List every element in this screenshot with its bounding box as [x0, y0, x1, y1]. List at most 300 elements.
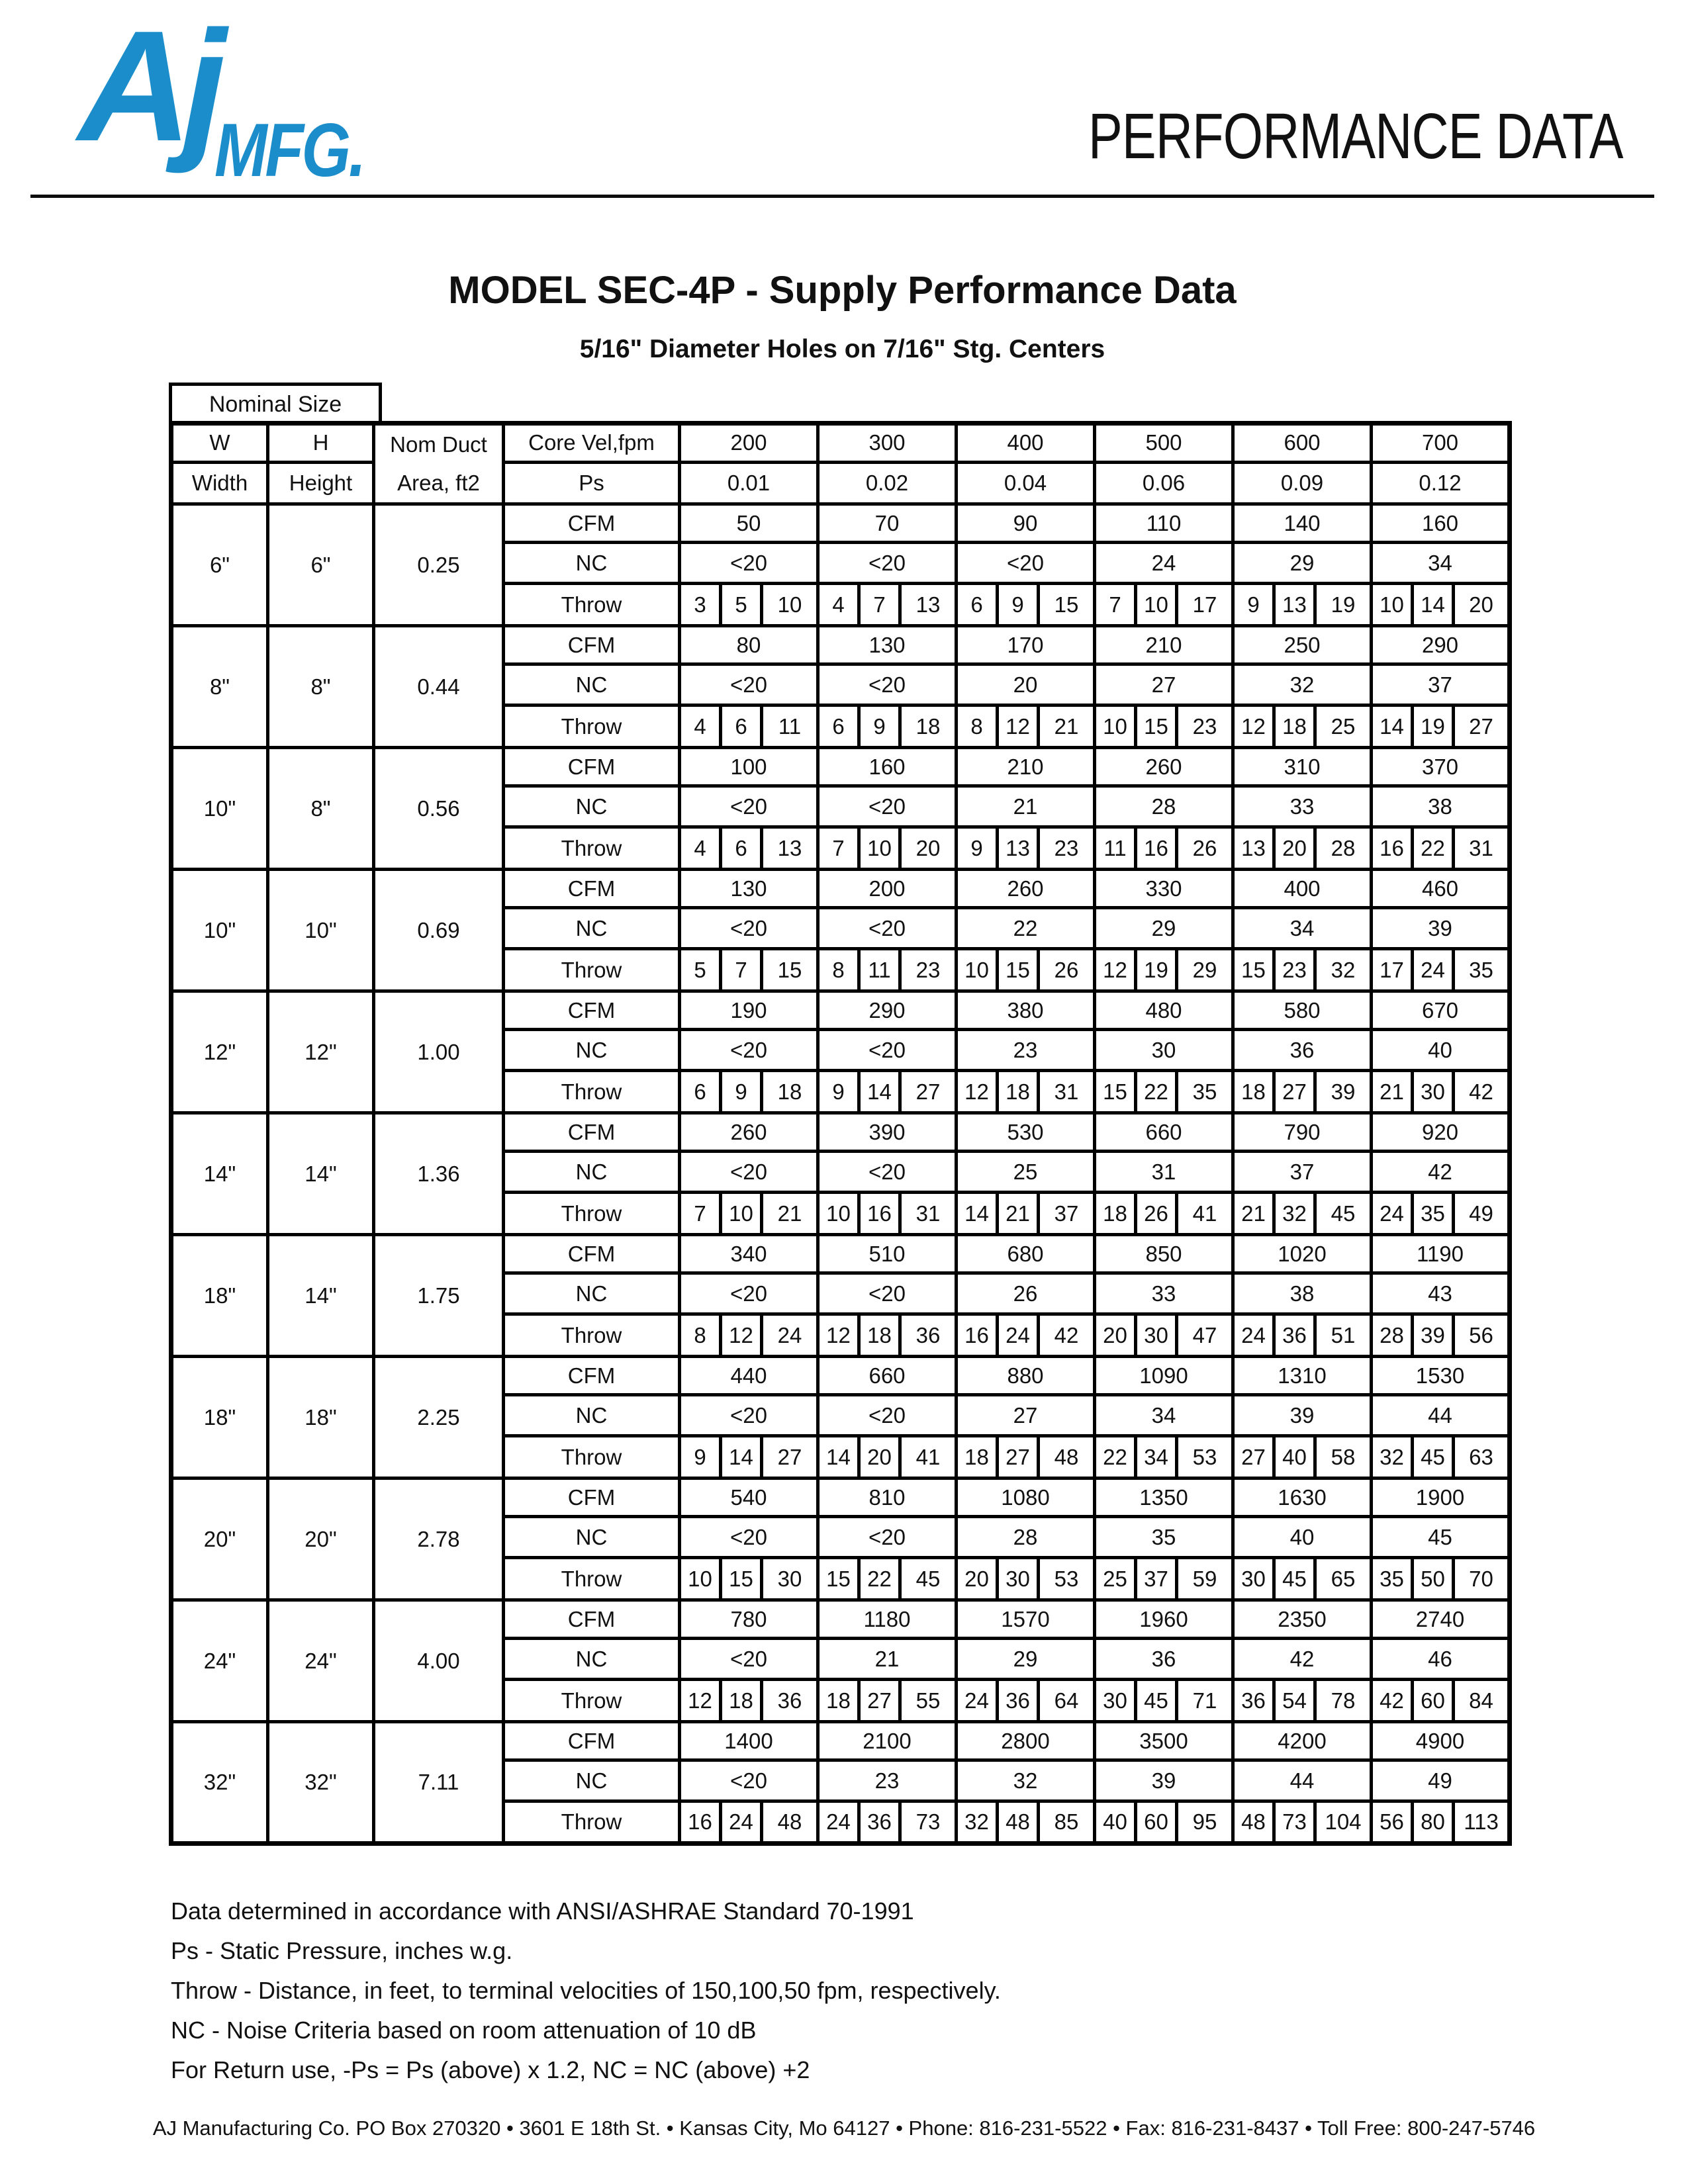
throw-value-cell: 37: [1039, 1193, 1095, 1235]
cfm-row-label: CFM: [504, 1722, 680, 1760]
nc-value-cell: <20: [680, 1517, 818, 1558]
nc-value-cell: <20: [680, 543, 818, 584]
throw-value-cell: 64: [1039, 1680, 1095, 1722]
throw-row-label: Throw: [504, 949, 680, 991]
col-header-width: Width: [171, 462, 268, 504]
cfm-value-cell: 440: [680, 1357, 818, 1395]
footnote-line: Throw - Distance, in feet, to terminal velocities of 150,100,50 fpm, respectively.: [171, 1977, 1001, 2004]
nc-value-cell: 43: [1372, 1273, 1510, 1314]
throw-value-cell: 21: [762, 1193, 818, 1235]
throw-value-cell: 12: [998, 705, 1039, 748]
nc-value-cell: 24: [1095, 543, 1233, 584]
throw-value-cell: 6: [818, 705, 859, 748]
nc-value-cell: 33: [1233, 786, 1372, 827]
throw-row-label: Throw: [504, 1436, 680, 1479]
throw-value-cell: 18: [1274, 705, 1315, 748]
throw-value-cell: 19: [1413, 705, 1454, 748]
throw-value-cell: 14: [957, 1193, 998, 1235]
throw-value-cell: 13: [998, 827, 1039, 870]
throw-value-cell: 24: [762, 1314, 818, 1357]
nc-value-cell: 46: [1372, 1639, 1510, 1680]
throw-value-cell: 31: [900, 1193, 957, 1235]
duct-area-cell: 7.11: [374, 1722, 504, 1844]
nc-value-cell: <20: [680, 1639, 818, 1680]
size-w-cell: 20": [171, 1479, 268, 1600]
nc-value-cell: 28: [957, 1517, 1095, 1558]
cfm-value-cell: 580: [1233, 991, 1372, 1030]
throw-value-cell: 80: [1413, 1801, 1454, 1844]
nc-value-cell: 22: [957, 908, 1095, 949]
throw-value-cell: 48: [1039, 1436, 1095, 1479]
size-h-cell: 14": [268, 1235, 374, 1357]
size-group-cfm-row: [171, 1357, 1510, 1395]
throw-value-cell: 9: [957, 827, 998, 870]
ps-value-header: 0.04: [957, 462, 1095, 504]
throw-value-cell: 30: [1413, 1071, 1454, 1113]
throw-value-cell: 20: [900, 827, 957, 870]
cfm-value-cell: 1530: [1372, 1357, 1510, 1395]
throw-value-cell: 10: [721, 1193, 762, 1235]
nc-row-label: NC: [504, 1030, 680, 1071]
nc-value-cell: 45: [1372, 1517, 1510, 1558]
throw-value-cell: 10: [1095, 705, 1136, 748]
nc-value-cell: <20: [818, 664, 957, 705]
throw-value-cell: 17: [1177, 584, 1233, 626]
nc-value-cell: 28: [1095, 786, 1233, 827]
velocity-header: 600: [1233, 424, 1372, 463]
velocity-header: 300: [818, 424, 957, 463]
size-w-cell: 6": [171, 504, 268, 626]
cfm-row-label: CFM: [504, 1600, 680, 1639]
throw-value-cell: 85: [1039, 1801, 1095, 1844]
duct-area-cell: 1.36: [374, 1113, 504, 1235]
footnote-line: Data determined in accordance with ANSI/ASHRAE Standard 70-1991: [171, 1897, 914, 1925]
throw-value-cell: 18: [957, 1436, 998, 1479]
size-group-cfm-row: [171, 504, 1510, 543]
throw-value-cell: 15: [818, 1558, 859, 1600]
throw-value-cell: 31: [1039, 1071, 1095, 1113]
throw-value-cell: 18: [998, 1071, 1039, 1113]
size-group-cfm-row: [171, 626, 1510, 664]
cfm-value-cell: 1310: [1233, 1357, 1372, 1395]
throw-value-cell: 25: [1095, 1558, 1136, 1600]
duct-area-cell: 0.25: [374, 504, 504, 626]
size-w-cell: 14": [171, 1113, 268, 1235]
throw-value-cell: 59: [1177, 1558, 1233, 1600]
throw-row-label: Throw: [504, 1071, 680, 1113]
throw-value-cell: 22: [859, 1558, 900, 1600]
cfm-value-cell: 3500: [1095, 1722, 1233, 1760]
throw-value-cell: 47: [1177, 1314, 1233, 1357]
size-h-cell: 14": [268, 1113, 374, 1235]
nc-value-cell: 38: [1372, 786, 1510, 827]
size-w-cell: 12": [171, 991, 268, 1113]
cfm-value-cell: 110: [1095, 504, 1233, 543]
throw-value-cell: 15: [998, 949, 1039, 991]
duct-area-cell: 0.44: [374, 626, 504, 748]
throw-value-cell: 8: [818, 949, 859, 991]
throw-value-cell: 60: [1413, 1680, 1454, 1722]
throw-value-cell: 8: [957, 705, 998, 748]
throw-value-cell: 21: [1039, 705, 1095, 748]
size-h-cell: 12": [268, 991, 374, 1113]
nc-row-label: NC: [504, 664, 680, 705]
throw-value-cell: 8: [680, 1314, 721, 1357]
cfm-value-cell: 790: [1233, 1113, 1372, 1152]
nc-value-cell: 25: [957, 1152, 1095, 1193]
throw-value-cell: 32: [1372, 1436, 1413, 1479]
throw-value-cell: 20: [1095, 1314, 1136, 1357]
cfm-value-cell: 50: [680, 504, 818, 543]
throw-value-cell: 26: [1177, 827, 1233, 870]
throw-value-cell: 40: [1095, 1801, 1136, 1844]
throw-value-cell: 10: [680, 1558, 721, 1600]
nc-value-cell: <20: [680, 908, 818, 949]
cfm-value-cell: 90: [957, 504, 1095, 543]
nc-value-cell: 36: [1233, 1030, 1372, 1071]
header-row-1: [171, 424, 1510, 463]
cfm-value-cell: 130: [680, 870, 818, 908]
throw-value-cell: 15: [1095, 1071, 1136, 1113]
nc-value-cell: <20: [680, 1395, 818, 1436]
throw-value-cell: 10: [1372, 584, 1413, 626]
cfm-value-cell: 330: [1095, 870, 1233, 908]
throw-value-cell: 5: [721, 584, 762, 626]
throw-value-cell: 53: [1039, 1558, 1095, 1600]
throw-value-cell: 9: [1233, 584, 1274, 626]
size-group-cfm-row: [171, 1235, 1510, 1273]
nc-value-cell: <20: [680, 664, 818, 705]
cfm-value-cell: 390: [818, 1113, 957, 1152]
duct-area-cell: 0.69: [374, 870, 504, 991]
velocity-header: 200: [680, 424, 818, 463]
throw-row-label: Throw: [504, 705, 680, 748]
throw-value-cell: 42: [1372, 1680, 1413, 1722]
aj-mfg-logo: [78, 0, 393, 247]
throw-value-cell: 73: [1274, 1801, 1315, 1844]
nc-value-cell: 21: [818, 1639, 957, 1680]
cfm-value-cell: 1960: [1095, 1600, 1233, 1639]
throw-value-cell: 42: [1454, 1071, 1510, 1113]
nc-value-cell: 42: [1372, 1152, 1510, 1193]
nc-value-cell: 33: [1095, 1273, 1233, 1314]
throw-value-cell: 56: [1372, 1801, 1413, 1844]
cfm-value-cell: 370: [1372, 748, 1510, 786]
throw-value-cell: 4: [818, 584, 859, 626]
cfm-value-cell: 880: [957, 1357, 1095, 1395]
throw-value-cell: 26: [1136, 1193, 1177, 1235]
throw-value-cell: 63: [1454, 1436, 1510, 1479]
throw-value-cell: 30: [1095, 1680, 1136, 1722]
throw-value-cell: 41: [900, 1436, 957, 1479]
throw-value-cell: 7: [721, 949, 762, 991]
throw-row-label: Throw: [504, 1314, 680, 1357]
throw-value-cell: 40: [1274, 1436, 1315, 1479]
throw-value-cell: 24: [721, 1801, 762, 1844]
size-w-cell: 32": [171, 1722, 268, 1844]
cfm-value-cell: 310: [1233, 748, 1372, 786]
cfm-value-cell: 1080: [957, 1479, 1095, 1517]
throw-value-cell: 16: [957, 1314, 998, 1357]
nc-value-cell: <20: [680, 1152, 818, 1193]
throw-value-cell: 12: [1095, 949, 1136, 991]
nc-value-cell: 36: [1095, 1639, 1233, 1680]
throw-value-cell: 10: [762, 584, 818, 626]
col-header-w: W: [171, 424, 268, 463]
cfm-value-cell: 2800: [957, 1722, 1095, 1760]
throw-value-cell: 104: [1315, 1801, 1372, 1844]
cfm-value-cell: 460: [1372, 870, 1510, 908]
nc-value-cell: 23: [957, 1030, 1095, 1071]
col-header-h: H: [268, 424, 374, 463]
cfm-value-cell: 670: [1372, 991, 1510, 1030]
col-header-nom-duct: Nom Duct: [390, 432, 487, 457]
ps-value-header: 0.09: [1233, 462, 1372, 504]
performance-table: [169, 421, 1512, 1846]
throw-value-cell: 78: [1315, 1680, 1372, 1722]
nc-row-label: NC: [504, 1273, 680, 1314]
cfm-value-cell: 290: [818, 991, 957, 1030]
nc-value-cell: <20: [818, 1517, 957, 1558]
throw-value-cell: 14: [721, 1436, 762, 1479]
cfm-value-cell: 4900: [1372, 1722, 1510, 1760]
throw-value-cell: 16: [859, 1193, 900, 1235]
throw-value-cell: 24: [1233, 1314, 1274, 1357]
throw-value-cell: 12: [1233, 705, 1274, 748]
nc-row-label: NC: [504, 543, 680, 584]
throw-value-cell: 18: [721, 1680, 762, 1722]
throw-value-cell: 48: [998, 1801, 1039, 1844]
cfm-value-cell: 140: [1233, 504, 1372, 543]
cfm-value-cell: 2740: [1372, 1600, 1510, 1639]
size-w-cell: 10": [171, 870, 268, 991]
throw-value-cell: 20: [1274, 827, 1315, 870]
throw-value-cell: 53: [1177, 1436, 1233, 1479]
throw-value-cell: 15: [1039, 584, 1095, 626]
throw-value-cell: 9: [721, 1071, 762, 1113]
throw-value-cell: 30: [998, 1558, 1039, 1600]
cfm-row-label: CFM: [504, 1113, 680, 1152]
size-h-cell: 24": [268, 1600, 374, 1722]
size-group-cfm-row: [171, 1479, 1510, 1517]
size-w-cell: 8": [171, 626, 268, 748]
nc-row-label: NC: [504, 1152, 680, 1193]
throw-value-cell: 4: [680, 705, 721, 748]
throw-value-cell: 35: [1413, 1193, 1454, 1235]
throw-value-cell: 31: [1454, 827, 1510, 870]
throw-value-cell: 36: [1233, 1680, 1274, 1722]
throw-value-cell: 32: [957, 1801, 998, 1844]
footnote-line: For Return use, -Ps = Ps (above) x 1.2, NC = NC (above) +2: [171, 2056, 810, 2083]
size-group-cfm-row: [171, 991, 1510, 1030]
throw-value-cell: 28: [1372, 1314, 1413, 1357]
logo-mfg-text: MFG.: [214, 109, 364, 193]
throw-value-cell: 12: [680, 1680, 721, 1722]
cfm-row-label: CFM: [504, 1235, 680, 1273]
col-header-ps: Ps: [504, 462, 680, 504]
throw-value-cell: 56: [1454, 1314, 1510, 1357]
throw-value-cell: 35: [1372, 1558, 1413, 1600]
nc-value-cell: 44: [1233, 1760, 1372, 1801]
throw-value-cell: 4: [680, 827, 721, 870]
nc-value-cell: <20: [680, 786, 818, 827]
throw-value-cell: 22: [1136, 1071, 1177, 1113]
throw-value-cell: 20: [1454, 584, 1510, 626]
cfm-value-cell: 850: [1095, 1235, 1233, 1273]
throw-value-cell: 18: [1095, 1193, 1136, 1235]
throw-value-cell: 13: [1233, 827, 1274, 870]
size-h-cell: 8": [268, 626, 374, 748]
throw-value-cell: 20: [957, 1558, 998, 1600]
throw-value-cell: 15: [1136, 705, 1177, 748]
throw-value-cell: 84: [1454, 1680, 1510, 1722]
size-w-cell: 18": [171, 1235, 268, 1357]
nc-value-cell: 27: [957, 1395, 1095, 1436]
throw-value-cell: 45: [1315, 1193, 1372, 1235]
nc-value-cell: 39: [1095, 1760, 1233, 1801]
cfm-row-label: CFM: [504, 870, 680, 908]
page-title: PERFORMANCE DATA: [1088, 100, 1623, 172]
cfm-value-cell: 210: [1095, 626, 1233, 664]
throw-value-cell: 45: [1136, 1680, 1177, 1722]
duct-area-cell: 1.75: [374, 1235, 504, 1357]
col-header-height: Height: [268, 462, 374, 504]
throw-value-cell: 30: [1136, 1314, 1177, 1357]
throw-value-cell: 10: [818, 1193, 859, 1235]
cfm-value-cell: 660: [818, 1357, 957, 1395]
throw-value-cell: 36: [900, 1314, 957, 1357]
cfm-value-cell: 1350: [1095, 1479, 1233, 1517]
throw-value-cell: 19: [1136, 949, 1177, 991]
throw-value-cell: 35: [1454, 949, 1510, 991]
cfm-value-cell: 1630: [1233, 1479, 1372, 1517]
throw-value-cell: 39: [1315, 1071, 1372, 1113]
throw-value-cell: 12: [957, 1071, 998, 1113]
nc-value-cell: <20: [818, 908, 957, 949]
nc-value-cell: 32: [1233, 664, 1372, 705]
throw-value-cell: 9: [998, 584, 1039, 626]
throw-value-cell: 18: [859, 1314, 900, 1357]
nc-value-cell: 42: [1233, 1639, 1372, 1680]
cfm-row-label: CFM: [504, 1357, 680, 1395]
duct-area-cell: 0.56: [374, 748, 504, 870]
nc-row-label: NC: [504, 908, 680, 949]
cfm-value-cell: 170: [957, 626, 1095, 664]
throw-value-cell: 7: [859, 584, 900, 626]
throw-value-cell: 11: [859, 949, 900, 991]
throw-value-cell: 6: [680, 1071, 721, 1113]
throw-value-cell: 58: [1315, 1436, 1372, 1479]
nc-row-label: NC: [504, 1395, 680, 1436]
throw-value-cell: 16: [680, 1801, 721, 1844]
cfm-value-cell: 380: [957, 991, 1095, 1030]
throw-value-cell: 18: [762, 1071, 818, 1113]
size-group-cfm-row: [171, 1113, 1510, 1152]
throw-value-cell: 16: [1136, 827, 1177, 870]
nominal-size-header: Nominal Size: [169, 383, 382, 424]
nc-value-cell: 20: [957, 664, 1095, 705]
throw-value-cell: 30: [762, 1558, 818, 1600]
ps-value-header: 0.02: [818, 462, 957, 504]
throw-value-cell: 18: [818, 1680, 859, 1722]
footnote-line: NC - Noise Criteria based on room attenuation of 10 dB: [171, 2017, 757, 2044]
throw-value-cell: 42: [1039, 1314, 1095, 1357]
throw-value-cell: 15: [721, 1558, 762, 1600]
throw-value-cell: 7: [818, 827, 859, 870]
duct-area-cell: 2.78: [374, 1479, 504, 1600]
throw-value-cell: 14: [1413, 584, 1454, 626]
throw-value-cell: 12: [818, 1314, 859, 1357]
cfm-row-label: CFM: [504, 504, 680, 543]
cfm-value-cell: 1900: [1372, 1479, 1510, 1517]
throw-value-cell: 21: [1233, 1193, 1274, 1235]
throw-value-cell: 24: [818, 1801, 859, 1844]
throw-value-cell: 13: [762, 827, 818, 870]
throw-value-cell: 21: [998, 1193, 1039, 1235]
header-row-2: [171, 462, 1510, 504]
nc-value-cell: <20: [818, 1030, 957, 1071]
nc-value-cell: <20: [818, 1152, 957, 1193]
throw-value-cell: 28: [1315, 827, 1372, 870]
size-group-cfm-row: [171, 748, 1510, 786]
throw-value-cell: 3: [680, 584, 721, 626]
cfm-value-cell: 200: [818, 870, 957, 908]
nc-value-cell: 37: [1372, 664, 1510, 705]
duct-area-cell: 2.25: [374, 1357, 504, 1479]
throw-value-cell: 15: [762, 949, 818, 991]
nc-value-cell: 38: [1233, 1273, 1372, 1314]
throw-value-cell: 48: [1233, 1801, 1274, 1844]
nc-value-cell: 21: [957, 786, 1095, 827]
throw-row-label: Throw: [504, 1193, 680, 1235]
cfm-value-cell: 4200: [1233, 1722, 1372, 1760]
cfm-value-cell: 250: [1233, 626, 1372, 664]
throw-value-cell: 27: [900, 1071, 957, 1113]
nc-value-cell: 44: [1372, 1395, 1510, 1436]
throw-value-cell: 11: [1095, 827, 1136, 870]
nc-value-cell: 35: [1095, 1517, 1233, 1558]
duct-area-cell: 1.00: [374, 991, 504, 1113]
cfm-value-cell: 260: [957, 870, 1095, 908]
cfm-value-cell: 70: [818, 504, 957, 543]
throw-value-cell: 22: [1413, 827, 1454, 870]
throw-value-cell: 27: [998, 1436, 1039, 1479]
cfm-value-cell: 260: [1095, 748, 1233, 786]
throw-value-cell: 34: [1136, 1436, 1177, 1479]
throw-value-cell: 36: [998, 1680, 1039, 1722]
throw-value-cell: 23: [1177, 705, 1233, 748]
velocity-header: 700: [1372, 424, 1510, 463]
size-h-cell: 8": [268, 748, 374, 870]
cfm-value-cell: 2100: [818, 1722, 957, 1760]
throw-value-cell: 32: [1274, 1193, 1315, 1235]
throw-value-cell: 13: [900, 584, 957, 626]
throw-value-cell: 24: [957, 1680, 998, 1722]
throw-value-cell: 14: [818, 1436, 859, 1479]
throw-value-cell: 17: [1372, 949, 1413, 991]
cfm-value-cell: 1190: [1372, 1235, 1510, 1273]
nc-value-cell: 26: [957, 1273, 1095, 1314]
cfm-value-cell: 1180: [818, 1600, 957, 1639]
duct-area-cell: 4.00: [374, 1600, 504, 1722]
throw-value-cell: 27: [859, 1680, 900, 1722]
size-h-cell: 6": [268, 504, 374, 626]
throw-value-cell: 37: [1136, 1558, 1177, 1600]
cfm-value-cell: 530: [957, 1113, 1095, 1152]
size-h-cell: 10": [268, 870, 374, 991]
throw-value-cell: 65: [1315, 1558, 1372, 1600]
cfm-value-cell: 210: [957, 748, 1095, 786]
